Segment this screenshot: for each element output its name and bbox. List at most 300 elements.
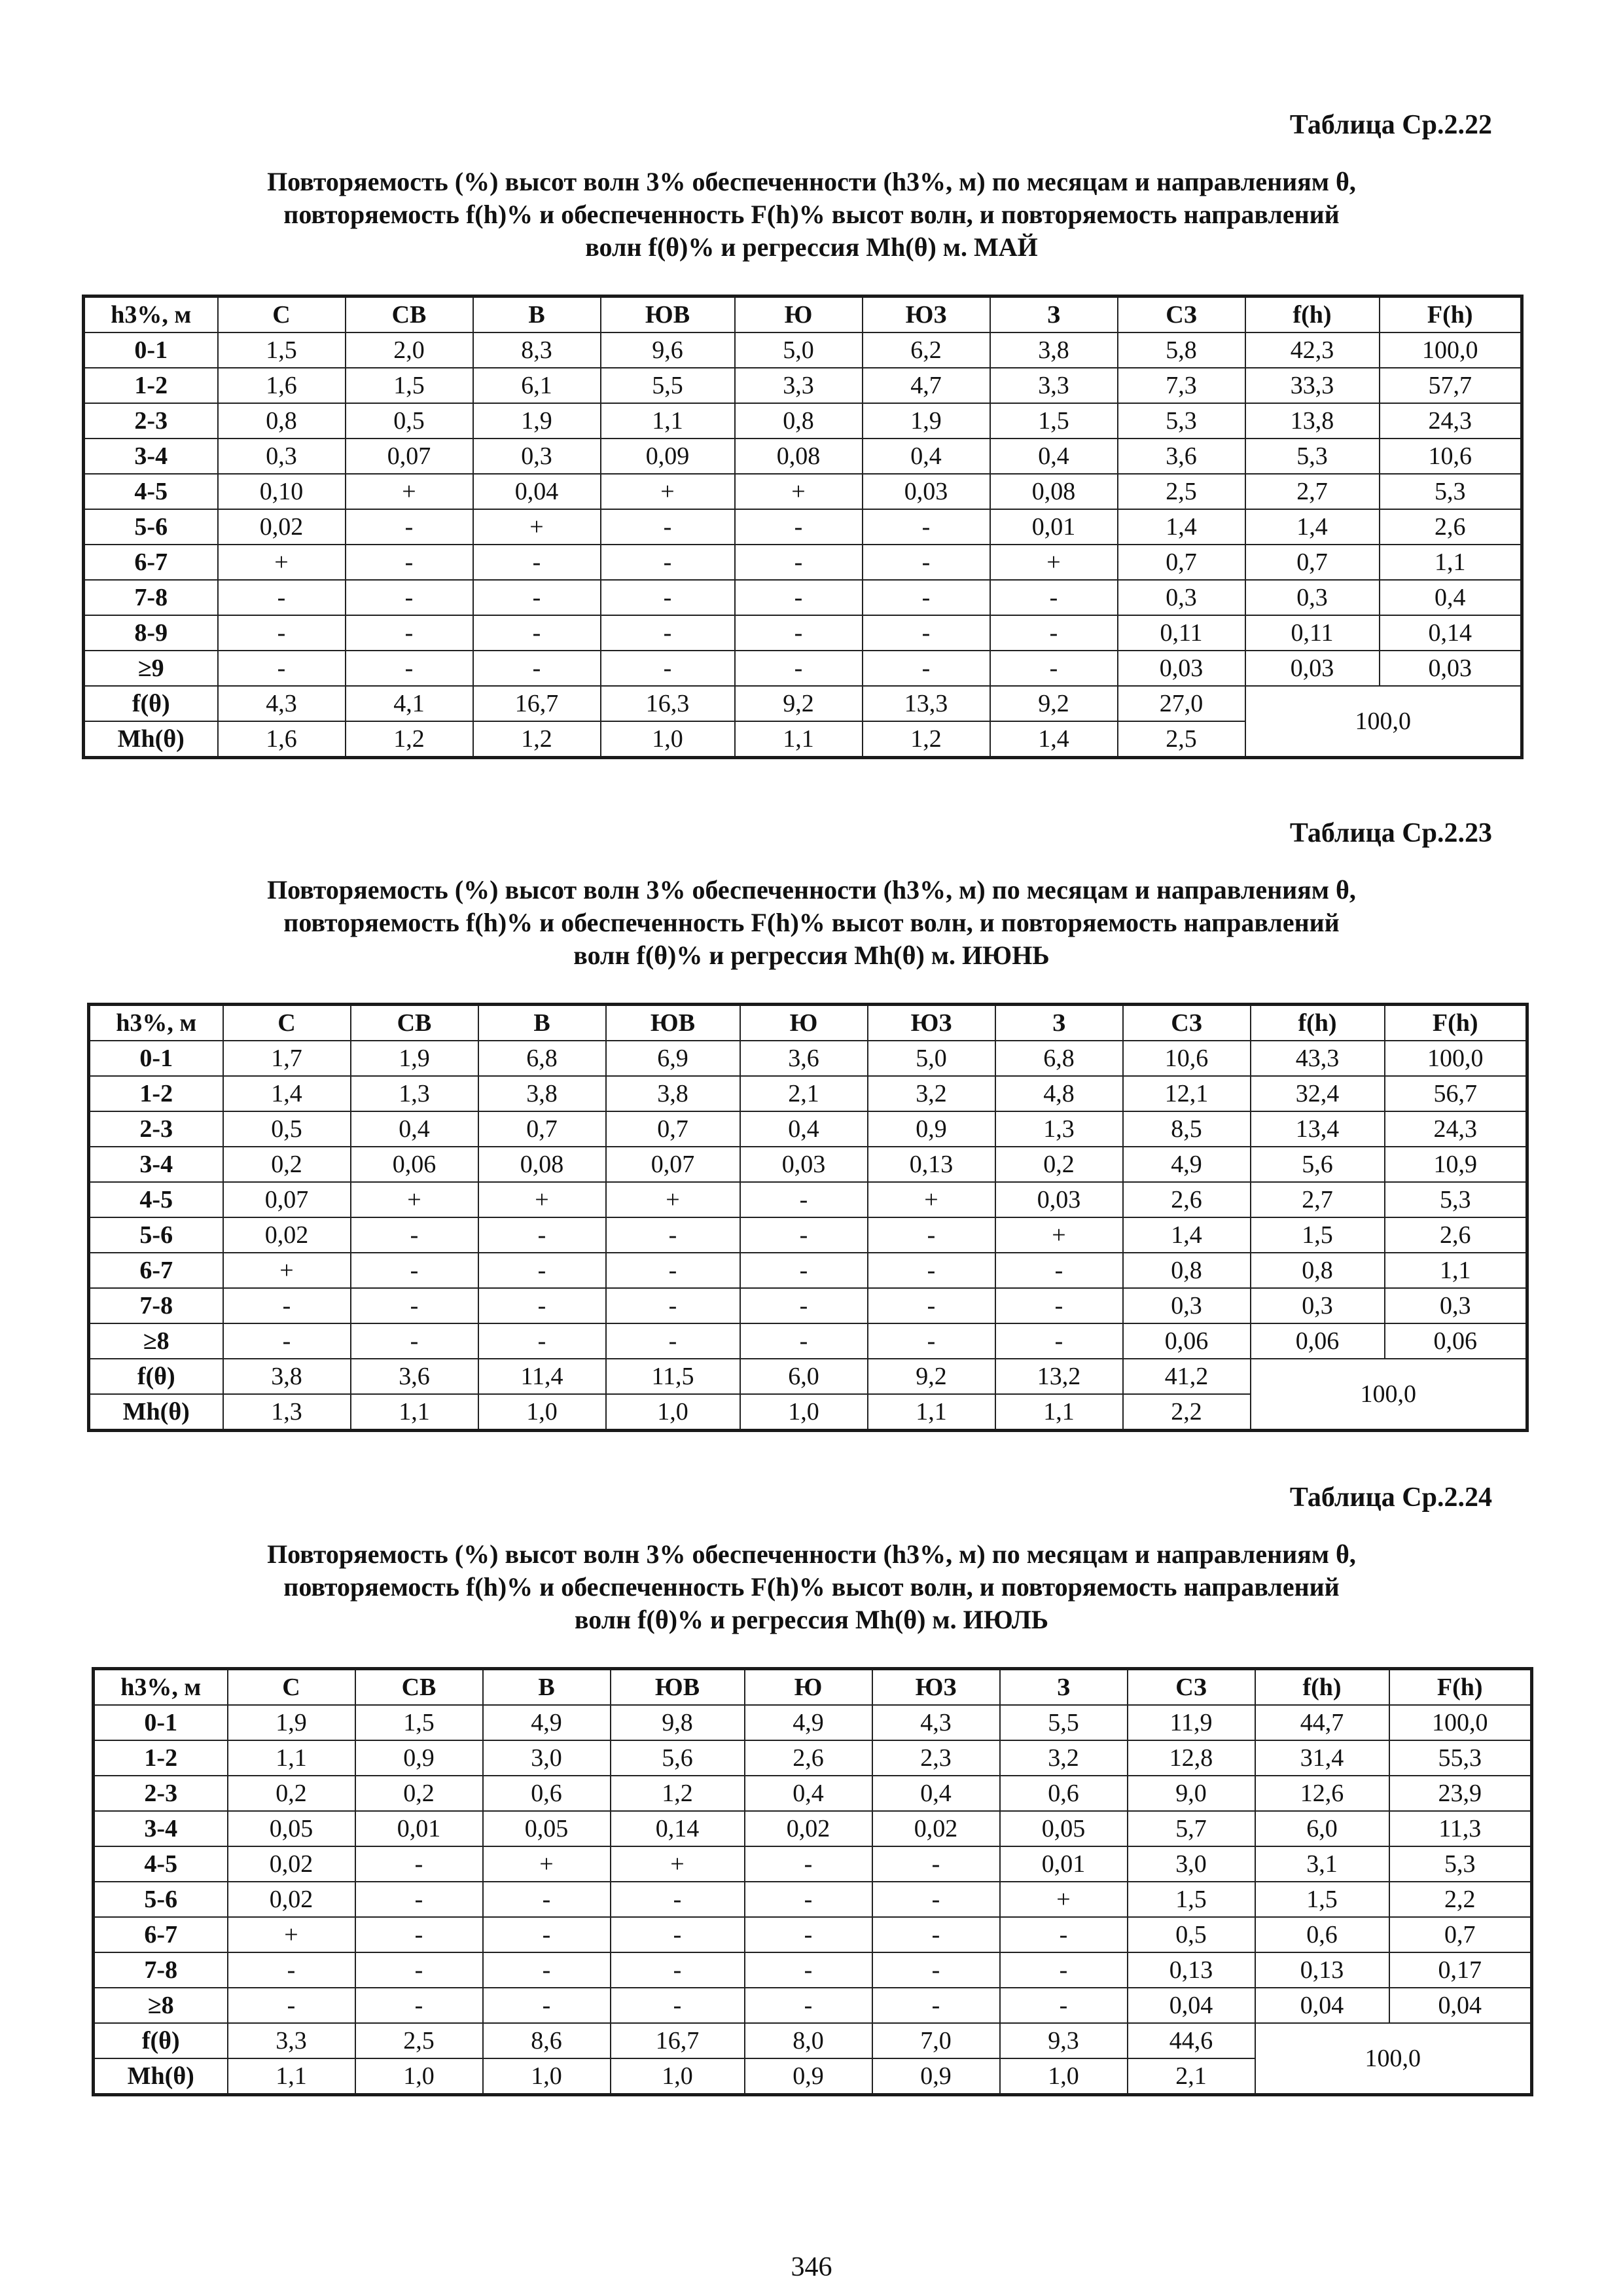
table-cell: 1,1 [735,721,863,758]
table-cell: + [868,1182,995,1217]
table-cell: 6,9 [606,1041,740,1076]
table-cell: 11,4 [478,1359,606,1394]
column-header: h3%, м [94,1669,228,1706]
table-cell: - [995,1323,1123,1359]
table-cell: 0,02 [745,1811,872,1846]
table-cell: 0,7 [1389,1917,1532,1952]
table-cell: - [346,615,473,651]
table-cell: 6,8 [478,1041,606,1076]
table-cell: 43,3 [1251,1041,1385,1076]
table-cell: 6,0 [740,1359,868,1394]
column-header: Ю [745,1669,872,1706]
table-cell: - [872,1882,1000,1917]
table-cell: 0,02 [228,1882,355,1917]
table-cell: - [863,651,990,686]
table-cell: - [735,580,863,615]
table-cell: - [351,1323,478,1359]
table-cell: 1,9 [351,1041,478,1076]
table-cell: - [355,1846,483,1882]
table-cell: 33,3 [1245,368,1380,403]
table-cell: 1,9 [473,403,601,439]
table-cell: 1,2 [863,721,990,758]
table-cell: 5,3 [1380,474,1522,509]
table-cell: 3,3 [228,2023,355,2058]
table-cell: 3,3 [990,368,1118,403]
table-cell: + [478,1182,606,1217]
column-header: СВ [355,1669,483,1706]
column-header: Ю [735,296,863,333]
row-label: 8-9 [84,615,218,651]
table-cell: 1,6 [218,721,346,758]
table-cell: 11,9 [1128,1705,1255,1740]
table-cell: 5,6 [1251,1147,1385,1182]
row-label: 3-4 [94,1811,228,1846]
table-cell: 1,2 [611,1776,745,1811]
table-row [89,1217,1527,1253]
row-label: ≥8 [89,1323,223,1359]
table-cell: - [346,651,473,686]
table-row [84,651,1522,686]
table-cell: + [351,1182,478,1217]
column-header: СЗ [1118,296,1245,333]
table-title-line: повторяемость f(h)% и обеспеченность F(h)% высот волн, и повторяемость направлений [283,200,1340,229]
total-cell: 100,0 [1245,686,1522,758]
table-cell: 1,1 [228,2058,355,2095]
table-cell: - [346,509,473,545]
column-header: СЗ [1123,1005,1251,1041]
table-cell: 3,1 [1255,1846,1389,1882]
table-cell: 1,4 [223,1076,351,1111]
table-cell: 0,14 [611,1811,745,1846]
table-cell: 0,6 [1255,1917,1389,1952]
table-cell: 9,2 [990,686,1118,721]
table-cell: - [745,1846,872,1882]
table-row [94,1811,1532,1846]
row-label: ≥8 [94,1988,228,2023]
table-row [84,474,1522,509]
table-cell: 1,2 [473,721,601,758]
table-cell: 42,3 [1245,332,1380,368]
table-cell: + [483,1846,611,1882]
table-cell: 0,4 [745,1776,872,1811]
table-cell: - [745,1988,872,2023]
table-cell: + [1000,1882,1128,1917]
table-cell: 5,0 [868,1041,995,1076]
table-cell: 3,3 [735,368,863,403]
table-cell: 1,4 [1245,509,1380,545]
table-cell: 2,7 [1251,1182,1385,1217]
table-cell: + [601,474,735,509]
table-cell: - [606,1323,740,1359]
table-cell: 0,3 [1118,580,1245,615]
table-cell: 1,1 [601,403,735,439]
table-cell: 1,0 [611,2058,745,2095]
table-cell: 6,2 [863,332,990,368]
table-cell: 0,7 [478,1111,606,1147]
row-label: Mh(θ) [94,2058,228,2095]
table-cell: 0,03 [1245,651,1380,686]
column-header: З [990,296,1118,333]
table-cell: 0,3 [1385,1288,1527,1323]
table-number: Таблица Ср.2.24 [1289,1482,1492,1513]
column-header: F(h) [1385,1005,1527,1041]
table-cell: 1,3 [351,1076,478,1111]
table-cell: 7,0 [872,2023,1000,2058]
table-cell: 0,06 [1123,1323,1251,1359]
table-cell: - [478,1288,606,1323]
table-title-line: волн f(θ)% и регрессия Mh(θ) м. ИЮНЬ [573,941,1050,970]
table-cell: 1,0 [355,2058,483,2095]
table-cell: - [990,615,1118,651]
table-cell: - [1000,1952,1128,1988]
table-cell: 0,9 [868,1111,995,1147]
table-cell: 2,5 [1118,721,1245,758]
row-label: 1-2 [89,1076,223,1111]
table-title-line: Повторяемость (%) высот волн 3% обеспеченности (h3%, м) по месяцам и направлениям θ, [267,167,1356,196]
table-cell: 0,5 [1128,1917,1255,1952]
table-cell: 0,6 [1000,1776,1128,1811]
table-cell: - [745,1917,872,1952]
table-cell: 5,8 [1118,332,1245,368]
column-header: В [478,1005,606,1041]
row-label: 6-7 [94,1917,228,1952]
column-header: ЮВ [611,1669,745,1706]
table-cell: 2,1 [740,1076,868,1111]
table-cell: 3,8 [606,1076,740,1111]
page-number: 346 [791,2252,832,2282]
table-row [94,1776,1532,1811]
table-cell: 4,3 [218,686,346,721]
table-cell: 6,1 [473,368,601,403]
table-cell: 0,07 [606,1147,740,1182]
table-row [84,332,1522,368]
row-label: 0-1 [84,332,218,368]
table-cell: - [863,509,990,545]
table-cell: 0,3 [1245,580,1380,615]
table-cell: 0,04 [1389,1988,1532,2023]
table-cell: - [872,1917,1000,1952]
table-cell: 10,9 [1385,1147,1527,1182]
table-cell: 0,02 [218,509,346,545]
table-cell: - [351,1253,478,1288]
row-label: f(θ) [89,1359,223,1394]
table-cell: 0,01 [990,509,1118,545]
table-row [89,1323,1527,1359]
row-label: 5-6 [84,509,218,545]
table-cell: 10,6 [1123,1041,1251,1076]
table-cell: - [355,1952,483,1988]
table-cell: - [995,1288,1123,1323]
table-cell: 0,2 [355,1776,483,1811]
table-cell: 9,0 [1128,1776,1255,1811]
table-cell: 2,2 [1123,1394,1251,1431]
column-header: Ю [740,1005,868,1041]
table-cell: 1,0 [483,2058,611,2095]
table-cell: 9,2 [735,686,863,721]
table-cell: - [601,651,735,686]
table-cell: 9,6 [601,332,735,368]
table-cell: - [355,1882,483,1917]
table-cell: 5,3 [1389,1846,1532,1882]
table-cell: 55,3 [1389,1740,1532,1776]
table-cell: - [990,651,1118,686]
table-cell: - [601,545,735,580]
table-cell: 0,14 [1380,615,1522,651]
table-cell: 0,2 [995,1147,1123,1182]
table-cell: 100,0 [1385,1041,1527,1076]
row-label: 6-7 [89,1253,223,1288]
table-cell: 3,2 [868,1076,995,1111]
table-cell: 0,06 [1251,1323,1385,1359]
f-theta-row [94,2023,1532,2058]
header-row [89,1005,1527,1041]
table-cell: 0,4 [1380,580,1522,615]
table-cell: 9,3 [1000,2023,1128,2058]
table-cell: - [740,1253,868,1288]
column-header: ЮЗ [868,1005,995,1041]
total-cell: 100,0 [1255,2023,1532,2095]
table-cell: 0,01 [1000,1846,1128,1882]
column-header: h3%, м [89,1005,223,1041]
table-cell: 0,03 [995,1182,1123,1217]
table-cell: - [740,1182,868,1217]
table-cell: - [473,651,601,686]
row-label: 2-3 [84,403,218,439]
table-cell: - [735,509,863,545]
wave-table-july [92,1667,1533,2096]
table-cell: - [601,509,735,545]
table-cell: 27,0 [1118,686,1245,721]
table-row [89,1253,1527,1288]
table-cell: 0,02 [223,1217,351,1253]
table-cell: 24,3 [1385,1111,1527,1147]
table-cell: 1,0 [740,1394,868,1431]
table-cell: - [868,1217,995,1253]
table-cell: 0,07 [223,1182,351,1217]
table-cell: 0,01 [355,1811,483,1846]
table-cell: 0,9 [745,2058,872,2095]
row-label: 5-6 [89,1217,223,1253]
table-cell: - [473,615,601,651]
table-cell: 3,8 [990,332,1118,368]
table-cell: 0,3 [218,439,346,474]
column-header: СВ [346,296,473,333]
table-cell: - [611,1882,745,1917]
table-cell: 0,8 [1251,1253,1385,1288]
table-row [94,1952,1532,1988]
table-cell: - [611,1917,745,1952]
table-cell: 16,7 [611,2023,745,2058]
table-title-line: волн f(θ)% и регрессия Mh(θ) м. ИЮЛЬ [574,1605,1049,1634]
table-cell: 1,3 [223,1394,351,1431]
table-cell: 31,4 [1255,1740,1389,1776]
table-cell: 0,10 [218,474,346,509]
table-cell: 2,7 [1245,474,1380,509]
table-cell: 12,6 [1255,1776,1389,1811]
row-label: 2-3 [89,1111,223,1147]
column-header: ЮЗ [863,296,990,333]
table-cell: 0,3 [1251,1288,1385,1323]
table-cell: 16,3 [601,686,735,721]
table-cell: 0,03 [1380,651,1522,686]
table-cell: 1,4 [990,721,1118,758]
table-cell: 24,3 [1380,403,1522,439]
table-cell: - [740,1323,868,1359]
table-cell: - [872,1988,1000,2023]
table-title-line: Повторяемость (%) высот волн 3% обеспеченности (h3%, м) по месяцам и направлениям θ, [267,875,1356,905]
table-cell: 0,06 [1385,1323,1527,1359]
table-cell: 0,08 [735,439,863,474]
table-cell: 4,9 [745,1705,872,1740]
table-cell: 4,8 [995,1076,1123,1111]
table-row [94,1917,1532,1952]
table-cell: + [228,1917,355,1952]
table-cell: 5,6 [611,1740,745,1776]
table-cell: - [606,1288,740,1323]
table-cell: 1,5 [1251,1217,1385,1253]
table-cell: 3,6 [1118,439,1245,474]
table-cell: 1,0 [606,1394,740,1431]
table-cell: 2,3 [872,1740,1000,1776]
table-cell: 56,7 [1385,1076,1527,1111]
table-row [89,1288,1527,1323]
table-cell: + [735,474,863,509]
table-cell: 13,8 [1245,403,1380,439]
table-cell: 12,1 [1123,1076,1251,1111]
row-label: 7-8 [94,1952,228,1988]
table-cell: 0,03 [740,1147,868,1182]
table-cell: 0,05 [1000,1811,1128,1846]
table-cell: 0,06 [351,1147,478,1182]
table-cell: - [218,615,346,651]
table-cell: 0,04 [1128,1988,1255,2023]
table-cell: 1,0 [478,1394,606,1431]
header-row [84,296,1522,333]
table-cell: + [346,474,473,509]
table-cell: - [995,1253,1123,1288]
column-header: ЮВ [601,296,735,333]
table-row [89,1041,1527,1076]
row-label: 7-8 [84,580,218,615]
table-cell: - [346,580,473,615]
table-title-line: волн f(θ)% и регрессия Mh(θ) м. МАЙ [585,232,1038,262]
table-cell: - [473,580,601,615]
column-header: ЮВ [606,1005,740,1041]
table-row [94,1705,1532,1740]
table-cell: 0,8 [735,403,863,439]
table-cell: 9,8 [611,1705,745,1740]
table-cell: - [606,1253,740,1288]
table-cell: 1,5 [990,403,1118,439]
column-header: СВ [351,1005,478,1041]
table-number: Таблица Ср.2.23 [1289,818,1492,848]
column-header: С [228,1669,355,1706]
column-header: f(h) [1255,1669,1389,1706]
header-row [94,1669,1532,1706]
table-cell: 5,5 [1000,1705,1128,1740]
table-cell: - [483,1988,611,2023]
row-label: 1-2 [84,368,218,403]
table-cell: 0,09 [601,439,735,474]
column-header: С [218,296,346,333]
table-cell: 2,5 [355,2023,483,2058]
column-header: З [1000,1669,1128,1706]
table-cell: 7,3 [1118,368,1245,403]
table-cell: - [863,580,990,615]
column-header: f(h) [1251,1005,1385,1041]
table-cell: 0,4 [990,439,1118,474]
table-cell: - [1000,1917,1128,1952]
table-cell: 9,2 [868,1359,995,1394]
row-label: 3-4 [84,439,218,474]
table-cell: + [990,545,1118,580]
table-cell: 2,0 [346,332,473,368]
table-cell: 0,17 [1389,1952,1532,1988]
row-label: 0-1 [89,1041,223,1076]
table-cell: - [863,545,990,580]
table-cell: 5,3 [1385,1182,1527,1217]
table-cell: 8,5 [1123,1111,1251,1147]
table-cell: + [473,509,601,545]
table-cell: 11,5 [606,1359,740,1394]
table-row [94,1740,1532,1776]
table-cell: 0,5 [223,1111,351,1147]
table-cell: 6,0 [1255,1811,1389,1846]
table-row [89,1182,1527,1217]
table-cell: 5,3 [1118,403,1245,439]
table-cell: 0,13 [1128,1952,1255,1988]
table-cell: 1,0 [601,721,735,758]
table-cell: - [478,1323,606,1359]
table-cell: 0,3 [473,439,601,474]
wave-table-may [82,295,1524,759]
table-cell: 0,7 [606,1111,740,1147]
table-cell: 1,1 [868,1394,995,1431]
table-cell: 5,7 [1128,1811,1255,1846]
table-cell: 3,8 [478,1076,606,1111]
table-row [94,1882,1532,1917]
table-cell: 1,3 [995,1111,1123,1147]
table-cell: - [868,1288,995,1323]
table-cell: 2,6 [1380,509,1522,545]
table-row [94,1988,1532,2023]
table-cell: 3,2 [1000,1740,1128,1776]
table-cell: 5,3 [1245,439,1380,474]
table-cell: - [223,1323,351,1359]
table-cell: 8,3 [473,332,601,368]
wave-table-june [87,1003,1529,1432]
table-cell: - [483,1917,611,1952]
table-cell: 32,4 [1251,1076,1385,1111]
row-label: 1-2 [94,1740,228,1776]
table-cell: 0,02 [872,1811,1000,1846]
table-title-line: Повторяемость (%) высот волн 3% обеспеченности (h3%, м) по месяцам и направлениям θ, [267,1539,1356,1569]
table-cell: 2,6 [1123,1182,1251,1217]
table-cell: 23,9 [1389,1776,1532,1811]
table-cell: - [601,580,735,615]
table-cell: 0,9 [872,2058,1000,2095]
table-cell: 100,0 [1389,1705,1532,1740]
table-cell: - [611,1952,745,1988]
column-header: F(h) [1389,1669,1532,1706]
table-cell: 1,1 [995,1394,1123,1431]
table-cell: 44,7 [1255,1705,1389,1740]
column-header: В [473,296,601,333]
table-cell: - [1000,1988,1128,2023]
table-cell: - [478,1253,606,1288]
row-label: 0-1 [94,1705,228,1740]
table-row [94,1846,1532,1882]
